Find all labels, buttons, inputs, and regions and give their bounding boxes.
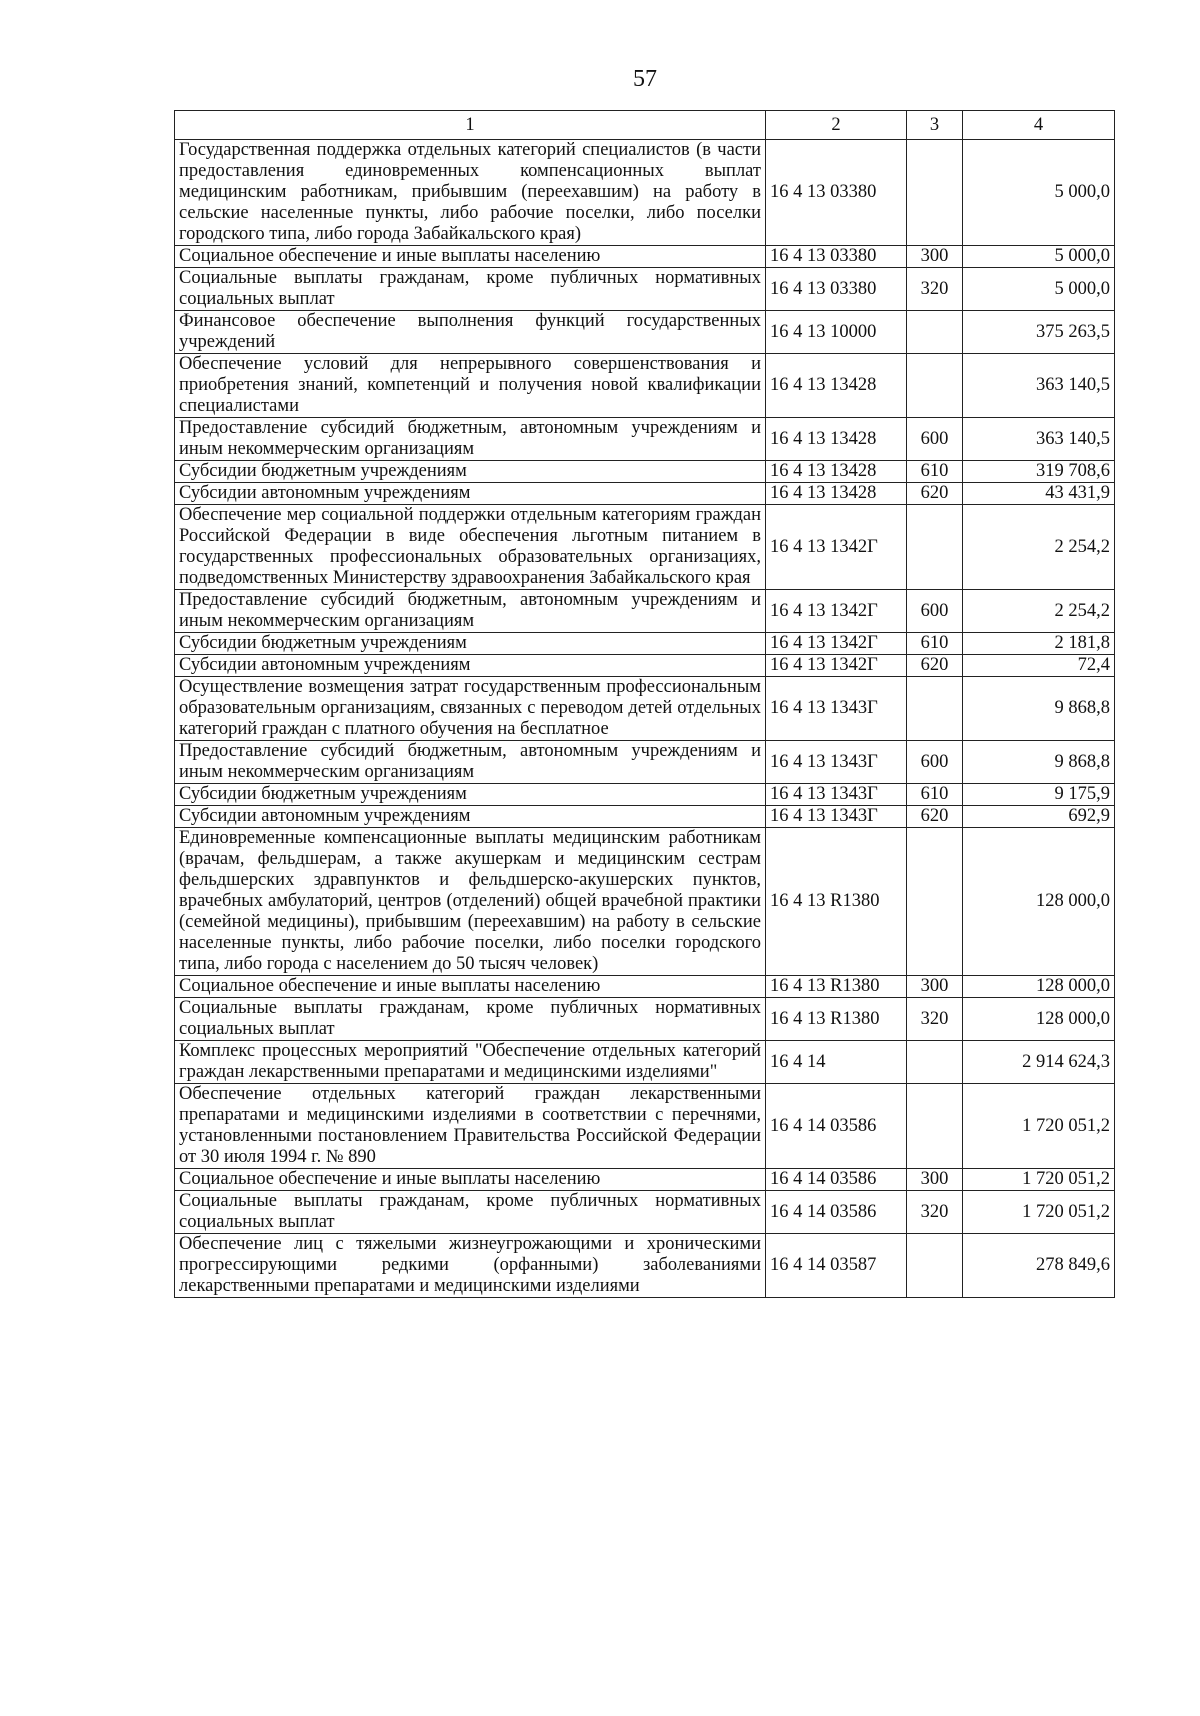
table-row (175, 828, 1115, 976)
row-name: Осуществление возмещения затрат государственным профессиональным образовательным организациям, связанных с переводом детей отдельных категорий граждан с платного обучения на бесплатное (175, 677, 766, 741)
row-expense-type (907, 1041, 963, 1084)
row-expense-type (907, 140, 963, 246)
row-code: 16 4 13 1343Г (766, 806, 907, 828)
row-name: Субсидии автономным учреждениям (175, 655, 766, 677)
row-code: 16 4 13 03380 (766, 268, 907, 311)
row-name: Субсидии автономным учреждениям (175, 483, 766, 505)
row-code: 16 4 14 (766, 1041, 907, 1084)
row-name: Финансовое обеспечение выполнения функций государственных учреждений (175, 311, 766, 354)
table-row (175, 1084, 1115, 1169)
table-row (175, 483, 1115, 505)
row-code: 16 4 14 03587 (766, 1234, 907, 1298)
row-name: Социальное обеспечение и иные выплаты населению (175, 1169, 766, 1191)
row-name: Предоставление субсидий бюджетным, автономным учреждениям и иным некоммерческим организациям (175, 590, 766, 633)
table-row (175, 806, 1115, 828)
row-amount: 43 431,9 (963, 483, 1115, 505)
row-amount: 1 720 051,2 (963, 1191, 1115, 1234)
row-name: Социальные выплаты гражданам, кроме публичных нормативных социальных выплат (175, 998, 766, 1041)
row-expense-type (907, 311, 963, 354)
table-row (175, 418, 1115, 461)
row-expense-type: 320 (907, 998, 963, 1041)
table-row (175, 1234, 1115, 1298)
row-name: Социальное обеспечение и иные выплаты населению (175, 246, 766, 268)
row-code: 16 4 13 R1380 (766, 998, 907, 1041)
row-expense-type: 300 (907, 1169, 963, 1191)
row-code: 16 4 13 1343Г (766, 784, 907, 806)
row-name: Субсидии бюджетным учреждениям (175, 633, 766, 655)
row-name: Предоставление субсидий бюджетным, автономным учреждениям и иным некоммерческим организациям (175, 418, 766, 461)
row-amount: 72,4 (963, 655, 1115, 677)
row-code: 16 4 13 1343Г (766, 677, 907, 741)
row-code: 16 4 14 03586 (766, 1084, 907, 1169)
row-code: 16 4 13 03380 (766, 140, 907, 246)
table-row (175, 590, 1115, 633)
table-row (175, 354, 1115, 418)
row-expense-type (907, 828, 963, 976)
table-row (175, 784, 1115, 806)
row-amount: 9 175,9 (963, 784, 1115, 806)
row-code: 16 4 13 R1380 (766, 828, 907, 976)
row-amount: 375 263,5 (963, 311, 1115, 354)
table-row (175, 461, 1115, 483)
row-code: 16 4 13 13428 (766, 354, 907, 418)
row-amount: 1 720 051,2 (963, 1084, 1115, 1169)
row-expense-type: 620 (907, 655, 963, 677)
row-amount: 9 868,8 (963, 741, 1115, 784)
column-header: 2 (766, 111, 907, 140)
table-row (175, 998, 1115, 1041)
row-name: Социальные выплаты гражданам, кроме публичных нормативных социальных выплат (175, 268, 766, 311)
row-name: Обеспечение отдельных категорий граждан лекарственными препаратами и медицинскими изделиями в соответствии с перечнями, установленными постановлением Правительства Российской Федерации от 30 июля 1994 г. № 890 (175, 1084, 766, 1169)
row-amount: 1 720 051,2 (963, 1169, 1115, 1191)
row-name: Единовременные компенсационные выплаты медицинским работникам (врачам, фельдшерам, а также акушеркам и медицинским сестрам фельдшерских здравпунктов и фельдшерско-акушерских пунктов, врачебных амбулаторий, центров (отделений) общей врачебной практики (семейной медицины), прибывшим (переехавшим) на работу в сельские населенные пункты, либо рабочие поселки, либо поселки городского типа, либо города с населением до 50 тысяч человек) (175, 828, 766, 976)
table-row (175, 976, 1115, 998)
budget-table (174, 110, 1115, 1298)
row-expense-type (907, 1234, 963, 1298)
row-expense-type (907, 505, 963, 590)
row-amount: 2 254,2 (963, 590, 1115, 633)
row-name: Комплекс процессных мероприятий "Обеспечение отдельных категорий граждан лекарственными препаратами и медицинскими изделиями" (175, 1041, 766, 1084)
table-row (175, 268, 1115, 311)
row-name: Социальное обеспечение и иные выплаты населению (175, 976, 766, 998)
row-code: 16 4 14 03586 (766, 1169, 907, 1191)
row-expense-type: 620 (907, 806, 963, 828)
row-code: 16 4 13 13428 (766, 418, 907, 461)
row-amount: 128 000,0 (963, 828, 1115, 976)
column-header: 1 (175, 111, 766, 140)
row-code: 16 4 13 1342Г (766, 505, 907, 590)
row-amount: 278 849,6 (963, 1234, 1115, 1298)
row-name: Субсидии автономным учреждениям (175, 806, 766, 828)
row-expense-type: 600 (907, 590, 963, 633)
row-amount: 128 000,0 (963, 976, 1115, 998)
table-row (175, 311, 1115, 354)
row-amount: 5 000,0 (963, 246, 1115, 268)
row-expense-type: 610 (907, 784, 963, 806)
row-amount: 363 140,5 (963, 354, 1115, 418)
row-code: 16 4 13 10000 (766, 311, 907, 354)
row-name: Предоставление субсидий бюджетным, автономным учреждениям и иным некоммерческим организациям (175, 741, 766, 784)
row-name: Социальные выплаты гражданам, кроме публичных нормативных социальных выплат (175, 1191, 766, 1234)
row-amount: 5 000,0 (963, 268, 1115, 311)
row-code: 16 4 13 1342Г (766, 633, 907, 655)
table-row (175, 741, 1115, 784)
row-name: Субсидии бюджетным учреждениям (175, 784, 766, 806)
row-amount: 2 254,2 (963, 505, 1115, 590)
table-row (175, 1191, 1115, 1234)
row-code: 16 4 13 13428 (766, 483, 907, 505)
row-amount: 5 000,0 (963, 140, 1115, 246)
table-row (175, 1169, 1115, 1191)
row-expense-type: 320 (907, 268, 963, 311)
row-expense-type: 610 (907, 633, 963, 655)
row-amount: 319 708,6 (963, 461, 1115, 483)
row-expense-type: 300 (907, 976, 963, 998)
table-row (175, 505, 1115, 590)
row-expense-type: 600 (907, 741, 963, 784)
row-expense-type: 320 (907, 1191, 963, 1234)
row-code: 16 4 13 03380 (766, 246, 907, 268)
row-expense-type (907, 354, 963, 418)
table-row (175, 246, 1115, 268)
row-name: Обеспечение мер социальной поддержки отдельным категориям граждан Российской Федерации в виде обеспечения льготным питанием в государственных профессиональных образовательных организациях, подведомственных Министерству здравоохранения Забайкальского края (175, 505, 766, 590)
table-row (175, 655, 1115, 677)
row-expense-type (907, 677, 963, 741)
header-row (175, 111, 1115, 140)
row-name: Государственная поддержка отдельных категорий специалистов (в части предоставления единовременных компенсационных выплат медицинским работникам, прибывшим (переехавшим) на работу в сельские населенные пункты, либо рабочие поселки, либо поселки городского типа, либо города Забайкальского края) (175, 140, 766, 246)
row-amount: 128 000,0 (963, 998, 1115, 1041)
row-code: 16 4 13 1342Г (766, 655, 907, 677)
row-code: 16 4 14 03586 (766, 1191, 907, 1234)
table-row (175, 1041, 1115, 1084)
row-amount: 2 181,8 (963, 633, 1115, 655)
row-amount: 363 140,5 (963, 418, 1115, 461)
row-amount: 9 868,8 (963, 677, 1115, 741)
column-header: 4 (963, 111, 1115, 140)
row-expense-type: 600 (907, 418, 963, 461)
table-row (175, 677, 1115, 741)
row-amount: 692,9 (963, 806, 1115, 828)
row-name: Субсидии бюджетным учреждениям (175, 461, 766, 483)
row-name: Обеспечение условий для непрерывного совершенствования и приобретения знаний, компетенций и получения новой квалификации специалистами (175, 354, 766, 418)
row-expense-type: 300 (907, 246, 963, 268)
row-expense-type (907, 1084, 963, 1169)
row-code: 16 4 13 1343Г (766, 741, 907, 784)
row-name: Обеспечение лиц с тяжелыми жизнеугрожающими и хроническими прогрессирующими редкими (орфанными) заболеваниями лекарственными препаратами и медицинскими изделиями (175, 1234, 766, 1298)
page-number: 57 (633, 66, 657, 92)
row-amount: 2 914 624,3 (963, 1041, 1115, 1084)
table-row (175, 140, 1115, 246)
table-row (175, 633, 1115, 655)
column-header: 3 (907, 111, 963, 140)
row-code: 16 4 13 R1380 (766, 976, 907, 998)
row-expense-type: 620 (907, 483, 963, 505)
row-expense-type: 610 (907, 461, 963, 483)
table-body (175, 140, 1115, 1298)
row-code: 16 4 13 1342Г (766, 590, 907, 633)
row-code: 16 4 13 13428 (766, 461, 907, 483)
